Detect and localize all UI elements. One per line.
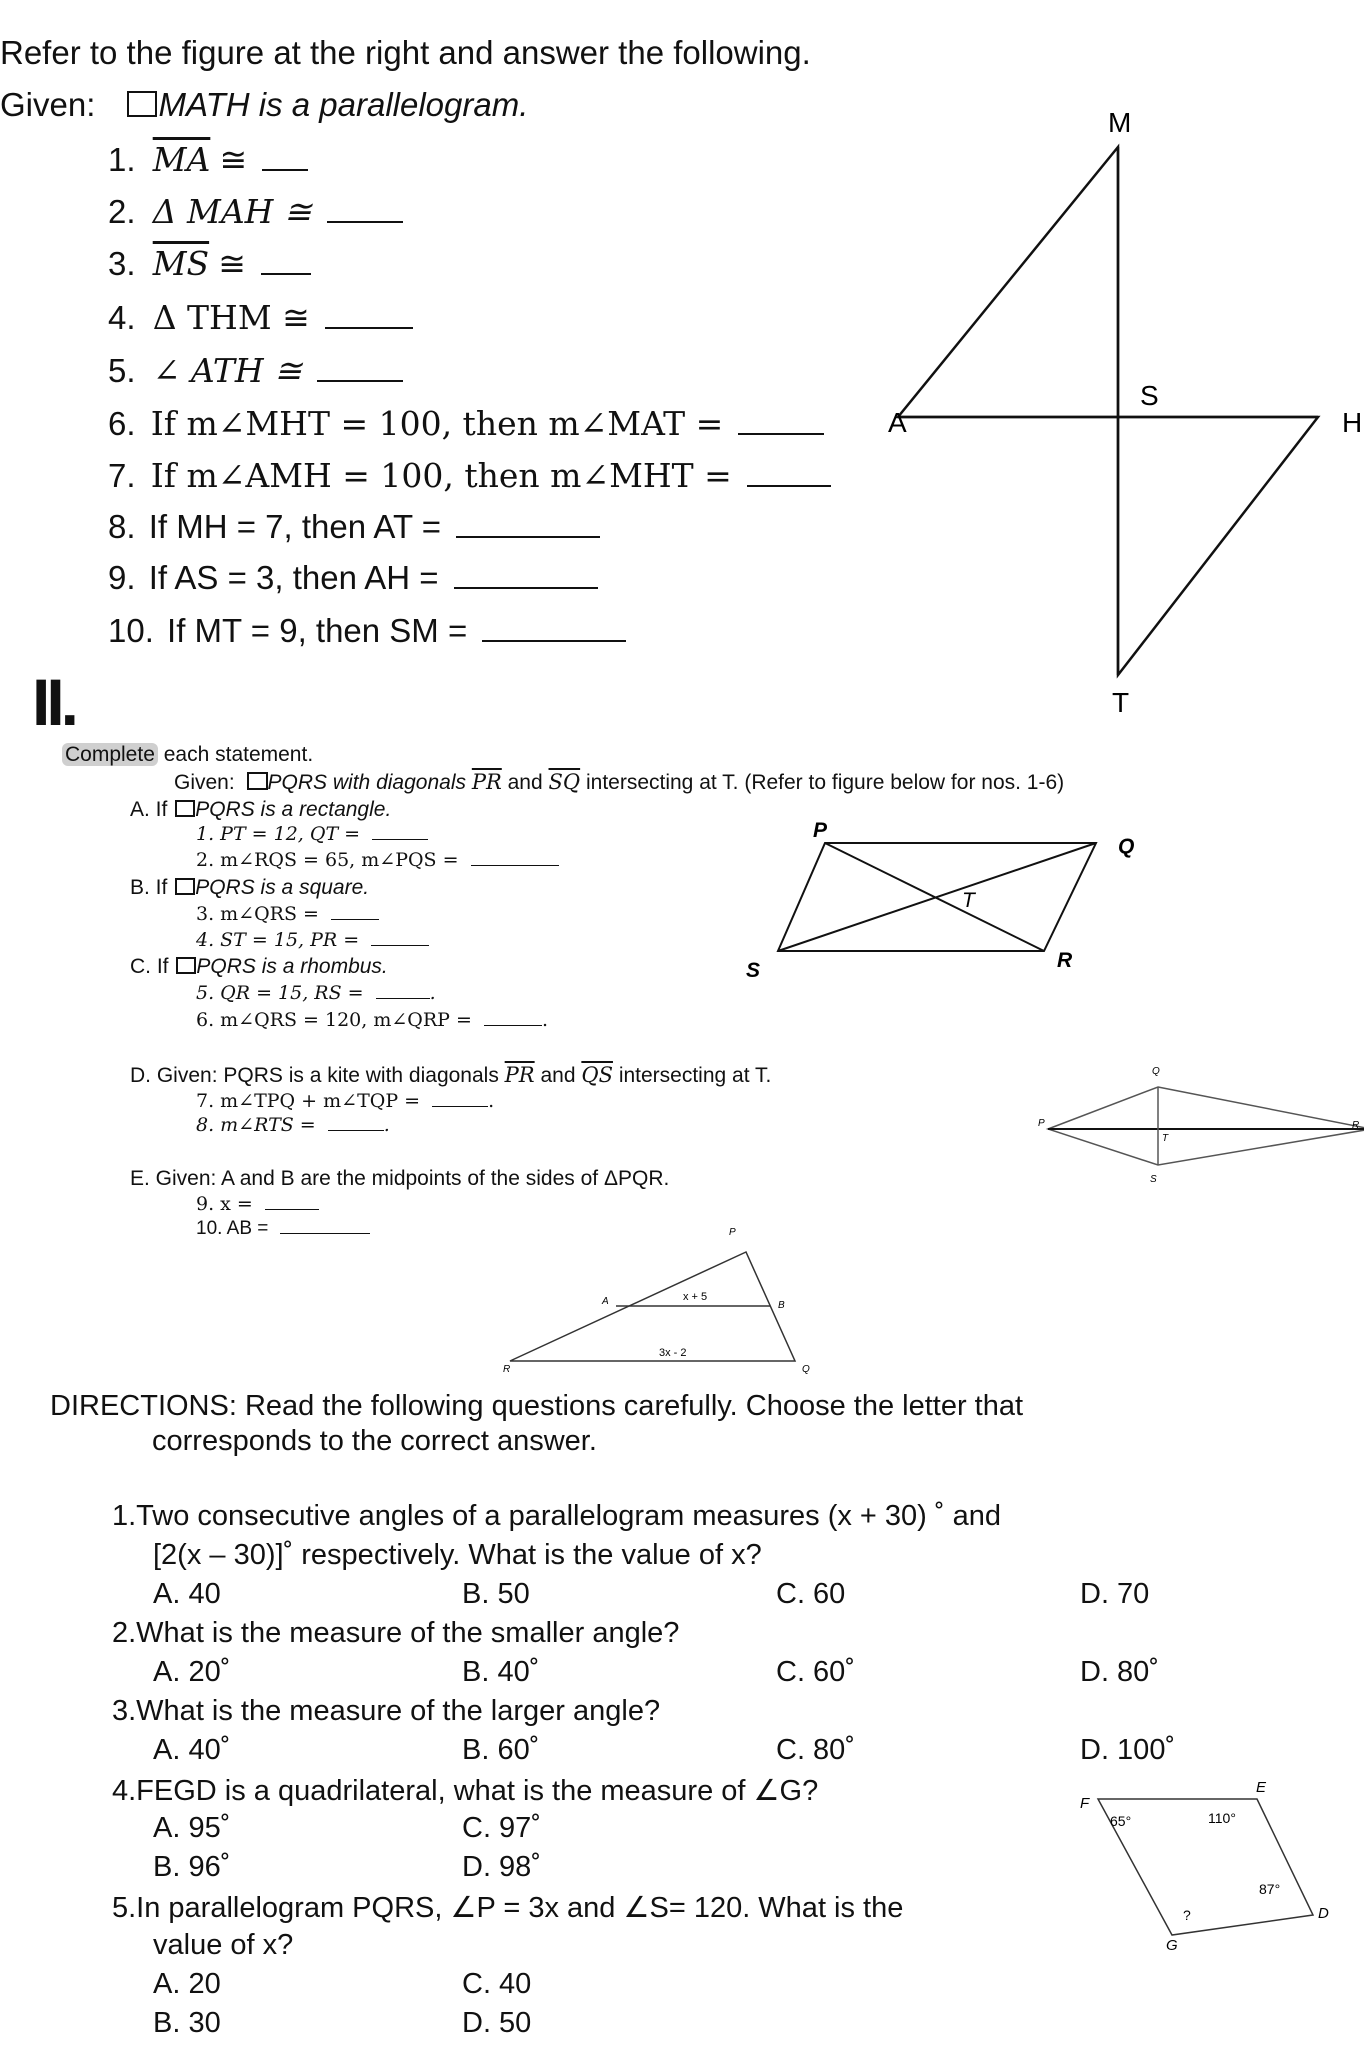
answer-blank[interactable] <box>484 1024 542 1026</box>
item-ii-7-text: 7. m∠TPQ + m∠TQP = <box>196 1090 421 1112</box>
q5-option-c[interactable]: C. 40 <box>462 1968 532 2000</box>
q4-option-c[interactable]: C. 97˚ <box>462 1812 541 1844</box>
label-t2: T <box>962 889 975 912</box>
label-t: T <box>1112 687 1130 718</box>
label-p: P <box>813 819 828 842</box>
congruent-symbol: ≅ <box>218 244 246 283</box>
and-text: and <box>540 1064 576 1087</box>
q5-line-1: 5.In parallelogram PQRS, ∠P = 3x and ∠S= 120. What is the <box>112 1892 904 1924</box>
congruent-symbol: ≅ <box>219 140 248 179</box>
item-ii-1-text: 1. PT = 12, QT = <box>196 823 361 845</box>
item-number: 2. <box>108 193 136 230</box>
kite-label-r: R <box>1352 1120 1360 1131</box>
q2-option-b[interactable]: B. 40˚ <box>462 1656 540 1688</box>
answer-blank[interactable] <box>738 432 824 435</box>
answer-blank[interactable] <box>328 1129 384 1131</box>
quad-angle-unknown: ? <box>1183 1907 1191 1923</box>
complete-word: Complete <box>62 743 158 766</box>
section-a-heading <box>130 798 391 822</box>
given-label: Given: <box>174 771 235 794</box>
segment-sq: $\overline{SQ}$ <box>548 770 581 794</box>
item-number: 6. <box>108 405 136 442</box>
diagonal-sq <box>778 843 1096 951</box>
item-number: 3. <box>108 245 136 282</box>
section-d-tail: intersecting at T. <box>618 1064 772 1087</box>
parallelogram-symbol-icon <box>175 878 195 895</box>
directions-line-1: DIRECTIONS: Read the following questions carefully. Choose the letter that <box>50 1390 1024 1422</box>
q3-option-a[interactable]: A. 40˚ <box>153 1734 231 1766</box>
item-9-text: If AS = 3, then AH = <box>148 559 439 596</box>
item-number: 5. <box>108 352 136 389</box>
triangle-figure <box>510 1252 795 1361</box>
answer-blank[interactable] <box>265 1208 319 1210</box>
label-m: M <box>1108 107 1132 138</box>
item-ii-8 <box>196 1114 390 1136</box>
section-b-heading <box>130 876 369 900</box>
label-s: S <box>1140 380 1159 411</box>
roman-numeral-heading: II. <box>32 665 76 739</box>
q3-option-c[interactable]: C. 80˚ <box>776 1734 855 1766</box>
parallelogram-symbol-icon <box>127 91 157 117</box>
item-ii-2 <box>196 849 559 871</box>
q1-option-c[interactable]: C. 60 <box>776 1578 846 1610</box>
q1-line-2: [2(x – 30)]˚ respectively. What is the value of x? <box>153 1539 762 1571</box>
given-pqrs-line <box>174 770 1064 795</box>
quad-label-f: F <box>1080 1795 1090 1812</box>
section-b-label: B. If <box>130 876 168 899</box>
rhombus-math-figure <box>898 147 1318 675</box>
section-e-heading: E. Given: A and B are the midpoints of the sides of ΔPQR. <box>130 1167 670 1190</box>
item-7-text: If m∠AMH = 100, then m∠MHT = <box>150 456 732 495</box>
item-10-text: If MT = 9, then SM = <box>167 612 468 649</box>
label-r: R <box>1057 949 1073 972</box>
tri-label-mid: x + 5 <box>683 1291 708 1303</box>
item-ii-6 <box>196 1009 548 1031</box>
answer-blank[interactable] <box>371 944 429 946</box>
item-2-text: Δ MAH ≅ <box>152 192 312 231</box>
item-1 <box>108 140 308 179</box>
q2-text: 2.What is the measure of the smaller angle? <box>112 1617 680 1649</box>
item-6-text: If m∠MHT = 100, then m∠MAT = <box>150 404 724 443</box>
answer-blank[interactable] <box>317 379 403 382</box>
q4-option-d[interactable]: D. 98˚ <box>462 1851 541 1883</box>
q4-text: 4.FEGD is a quadrilateral, what is the measure of ∠G? <box>112 1775 819 1807</box>
segment-pr: $\overline{PR}$ <box>471 770 502 794</box>
answer-blank[interactable] <box>280 1232 370 1234</box>
item-5 <box>108 351 403 390</box>
period: . <box>383 1114 390 1136</box>
q3-text: 3.What is the measure of the larger angle? <box>112 1695 661 1727</box>
answer-blank[interactable] <box>376 997 430 999</box>
q4-option-b[interactable]: B. 96˚ <box>153 1851 231 1883</box>
item-ii-10 <box>196 1218 370 1240</box>
parallelogram-pqrs-figure <box>778 843 1096 951</box>
answer-blank[interactable] <box>262 168 308 171</box>
given-label: Given: <box>0 86 96 123</box>
item-ii-8-text: 8. m∠RTS = <box>196 1114 316 1136</box>
item-7 <box>108 456 831 495</box>
parallelogram-symbol-icon <box>175 800 195 817</box>
q2-option-c[interactable]: C. 60˚ <box>776 1656 855 1688</box>
q5-line-2: value of x? <box>153 1929 294 1961</box>
kite-label-s: S <box>1150 1174 1157 1185</box>
item-ii-6-text: 6. m∠QRS = 120, m∠QRP = <box>196 1009 472 1031</box>
answer-blank[interactable] <box>482 639 626 642</box>
answer-blank[interactable] <box>471 864 559 866</box>
section-c-heading <box>130 955 388 979</box>
item-6 <box>108 404 824 443</box>
period: . <box>541 1009 549 1031</box>
q1-option-d[interactable]: D. 70 <box>1080 1578 1150 1610</box>
item-8-text: If MH = 7, then AT = <box>148 508 441 545</box>
item-ii-9 <box>196 1193 319 1215</box>
quad-label-e: E <box>1256 1779 1267 1796</box>
section-d-heading <box>130 1063 771 1088</box>
kite-label-q: Q <box>1152 1066 1160 1077</box>
item-5-text: ∠ ATH ≅ <box>152 351 302 390</box>
segment-pr: $\overline{PR}$ <box>504 1063 535 1087</box>
kite-label-t: T <box>1162 1133 1169 1144</box>
item-ii-3 <box>196 903 379 925</box>
q5-option-d[interactable]: D. 50 <box>462 2007 532 2039</box>
q3-option-b[interactable]: B. 60˚ <box>462 1734 540 1766</box>
item-number: 1. <box>108 141 136 178</box>
section-b-text: PQRS is a square. <box>195 876 370 899</box>
tri-label-base: 3x - 2 <box>659 1347 687 1359</box>
rhombus-outline <box>898 147 1318 675</box>
item-3 <box>108 244 311 283</box>
given-pqrs-tail: intersecting at T. (Refer to figure below for nos. 1-6) <box>585 771 1065 794</box>
label-q: Q <box>1118 835 1135 858</box>
section-c-text: PQRS is a rhombus. <box>196 955 388 978</box>
item-1-segment: $\overline{MA}$ <box>152 140 211 179</box>
tri-label-q: Q <box>802 1364 810 1375</box>
item-number: 10. <box>108 612 154 649</box>
period: . <box>429 982 436 1004</box>
q5-option-b[interactable]: B. 30 <box>153 2007 221 2039</box>
item-3-segment: $\overline{MS}$ <box>152 244 210 283</box>
instruction-text: Refer to the figure at the right and answer the following. <box>0 34 811 71</box>
period: . <box>488 1090 495 1112</box>
item-ii-4-text: 4. ST = 15, PR = <box>196 929 360 951</box>
complete-rest: each statement. <box>163 743 314 766</box>
q4-option-a[interactable]: A. 95˚ <box>153 1812 231 1844</box>
item-ii-1 <box>196 823 428 845</box>
directions-line-2: corresponds to the correct answer. <box>152 1425 597 1457</box>
section-a-text: PQRS is a rectangle. <box>195 798 392 821</box>
kite-outline <box>1048 1087 1364 1165</box>
section-a-label: A. If <box>130 798 168 821</box>
quad-label-g: G <box>1166 1937 1178 1954</box>
item-number: 8. <box>108 508 136 545</box>
quad-label-d: D <box>1318 1905 1329 1922</box>
q2-option-d[interactable]: D. 80˚ <box>1080 1656 1159 1688</box>
item-9 <box>108 559 598 597</box>
answer-blank[interactable] <box>327 220 403 223</box>
quad-angle-87: 87° <box>1259 1881 1281 1897</box>
item-ii-5-text: 5. QR = 15, RS = <box>196 982 364 1004</box>
item-ii-7 <box>196 1090 494 1112</box>
item-number: 9. <box>108 559 136 596</box>
item-ii-3-text: 3. m∠QRS = <box>196 903 319 925</box>
tri-label-p: P <box>729 1227 736 1238</box>
complete-line <box>62 743 313 767</box>
label-a: A <box>888 407 907 438</box>
item-ii-5 <box>196 982 436 1004</box>
answer-blank[interactable] <box>372 838 428 840</box>
q2-option-a[interactable]: A. 20˚ <box>153 1656 231 1688</box>
q1-line-1: 1.Two consecutive angles of a parallelogram measures (x + 30) ˚ and <box>112 1500 1001 1532</box>
tri-label-a: A <box>602 1296 609 1307</box>
item-number: 4. <box>108 299 136 336</box>
item-8 <box>108 508 600 546</box>
answer-blank[interactable] <box>261 272 311 275</box>
answer-blank[interactable] <box>456 535 600 538</box>
answer-blank[interactable] <box>432 1105 488 1107</box>
label-h: H <box>1342 407 1363 438</box>
tri-label-r: R <box>503 1364 511 1375</box>
q3-option-d[interactable]: D. 100˚ <box>1080 1734 1176 1766</box>
parallelogram-symbol-icon <box>247 772 268 790</box>
given-text: MATH is a parallelogram. <box>158 86 529 123</box>
item-4 <box>108 298 413 337</box>
tri-label-b: B <box>778 1300 785 1311</box>
answer-blank[interactable] <box>325 326 413 329</box>
answer-blank[interactable] <box>747 484 831 487</box>
given-line <box>0 86 528 124</box>
quad-angle-65: 65° <box>1110 1813 1132 1829</box>
item-2 <box>108 192 403 231</box>
answer-blank[interactable] <box>454 586 598 589</box>
q1-option-b[interactable]: B. 50 <box>462 1578 530 1610</box>
section-c-label: C. If <box>130 955 169 978</box>
section-d-text: D. Given: PQRS is a kite with diagonals <box>130 1064 499 1087</box>
parallelogram-symbol-icon <box>176 957 196 974</box>
kite-figure <box>1048 1087 1364 1165</box>
segment-qs: $\overline{QS}$ <box>581 1063 613 1087</box>
item-10 <box>108 612 626 650</box>
item-number: 7. <box>108 457 136 494</box>
q1-option-a[interactable]: A. 40 <box>153 1578 221 1610</box>
item-ii-9-text: 9. x = <box>196 1193 253 1215</box>
item-ii-10-text: 10. AB = <box>196 1218 269 1239</box>
given-pqrs-text: PQRS with diagonals <box>267 771 466 794</box>
item-ii-4 <box>196 929 429 951</box>
kite-label-p: P <box>1038 1118 1045 1129</box>
and-text: and <box>507 771 543 794</box>
answer-blank[interactable] <box>331 918 379 920</box>
item-4-text: Δ THM ≅ <box>152 298 310 337</box>
label-s2: S <box>746 959 761 982</box>
q5-option-a[interactable]: A. 20 <box>153 1968 221 2000</box>
quad-angle-110: 110° <box>1208 1810 1236 1826</box>
item-ii-2-text: 2. m∠RQS = 65, m∠PQS = <box>196 849 459 871</box>
